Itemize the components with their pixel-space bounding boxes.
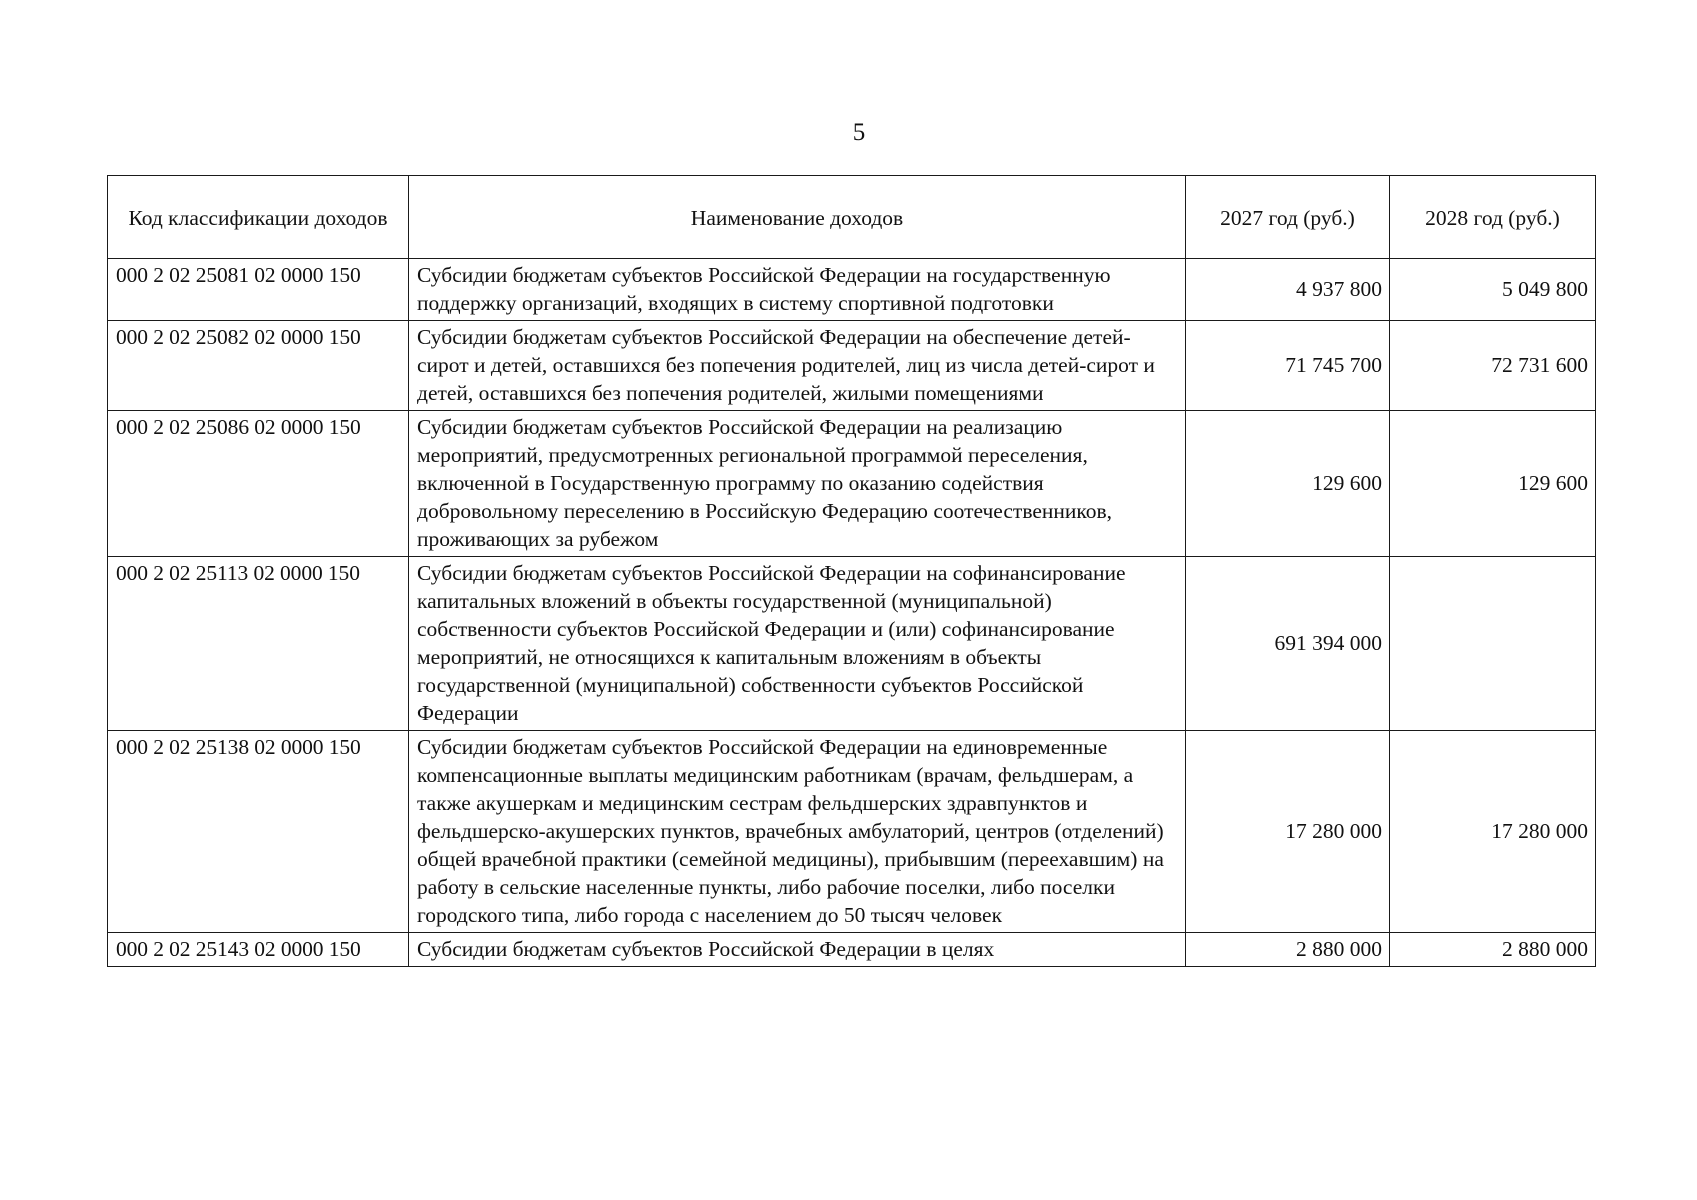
row-amount-2028: 129 600 <box>1390 411 1596 557</box>
row-amount-2027: 129 600 <box>1186 411 1390 557</box>
table-row <box>108 411 1596 557</box>
header-year-2028: 2028 год (руб.) <box>1390 176 1596 259</box>
row-name: Субсидии бюджетам субъектов Российской Федерации на единовременные компенсационные выплаты медицинским работникам (врачам, фельдшерам, а также акушеркам и медицинским сестрам фельдшерских здравпунктов и фельдшерско-акушерских пунктов, врачебных амбулаторий, центров (отделений) общей врачебной практики (семейной медицины), прибывшим (переехавшим) на работу в сельские населенные пункты, либо рабочие поселки, либо поселки городского типа, либо города с населением до 50 тысяч человек <box>409 731 1186 933</box>
income-table <box>107 175 1596 967</box>
row-amount-2027: 17 280 000 <box>1186 731 1390 933</box>
table-row <box>108 321 1596 411</box>
row-amount-2027: 4 937 800 <box>1186 259 1390 321</box>
table-row <box>108 731 1596 933</box>
row-amount-2028: 72 731 600 <box>1390 321 1596 411</box>
row-code: 000 2 02 25143 02 0000 150 <box>108 933 409 967</box>
row-code: 000 2 02 25086 02 0000 150 <box>108 411 409 557</box>
page-number: 5 <box>852 119 866 146</box>
header-code: Код классификации доходов <box>108 176 409 259</box>
row-code: 000 2 02 25138 02 0000 150 <box>108 731 409 933</box>
row-code: 000 2 02 25113 02 0000 150 <box>108 557 409 731</box>
row-code: 000 2 02 25081 02 0000 150 <box>108 259 409 321</box>
header-row <box>108 176 1596 259</box>
row-amount-2027: 71 745 700 <box>1186 321 1390 411</box>
row-amount-2028: 2 880 000 <box>1390 933 1596 967</box>
row-amount-2027: 691 394 000 <box>1186 557 1390 731</box>
row-name: Субсидии бюджетам субъектов Российской Федерации на государственную поддержку организаций, входящих в систему спортивной подготовки <box>409 259 1186 321</box>
header-name: Наименование доходов <box>409 176 1186 259</box>
table-header <box>108 176 1596 259</box>
row-code: 000 2 02 25082 02 0000 150 <box>108 321 409 411</box>
header-year-2027: 2027 год (руб.) <box>1186 176 1390 259</box>
row-amount-2028: 17 280 000 <box>1390 731 1596 933</box>
row-amount-2028: 5 049 800 <box>1390 259 1596 321</box>
table-row <box>108 259 1596 321</box>
row-amount-2027: 2 880 000 <box>1186 933 1390 967</box>
row-name: Субсидии бюджетам субъектов Российской Федерации на обеспечение детей-сирот и детей, оставшихся без попечения родителей, лиц из числа детей-сирот и детей, оставшихся без попечения родителей, жилыми помещениями <box>409 321 1186 411</box>
table-row <box>108 933 1596 967</box>
row-amount-2028 <box>1390 557 1596 731</box>
table-row <box>108 557 1596 731</box>
table-body <box>108 259 1596 967</box>
row-name: Субсидии бюджетам субъектов Российской Федерации в целях <box>409 933 1186 967</box>
row-name: Субсидии бюджетам субъектов Российской Федерации на реализацию мероприятий, предусмотренных региональной программой переселения, включенной в Государственную программу по оказанию содействия добровольному переселению в Российскую Федерацию соотечественников, проживающих за рубежом <box>409 411 1186 557</box>
row-name: Субсидии бюджетам субъектов Российской Федерации на софинансирование капитальных вложений в объекты государственной (муниципальной) собственности субъектов Российской Федерации и (или) софинансирование мероприятий, не относящихся к капитальным вложениям в объекты государственной (муниципальной) собственности субъектов Российской Федерации <box>409 557 1186 731</box>
